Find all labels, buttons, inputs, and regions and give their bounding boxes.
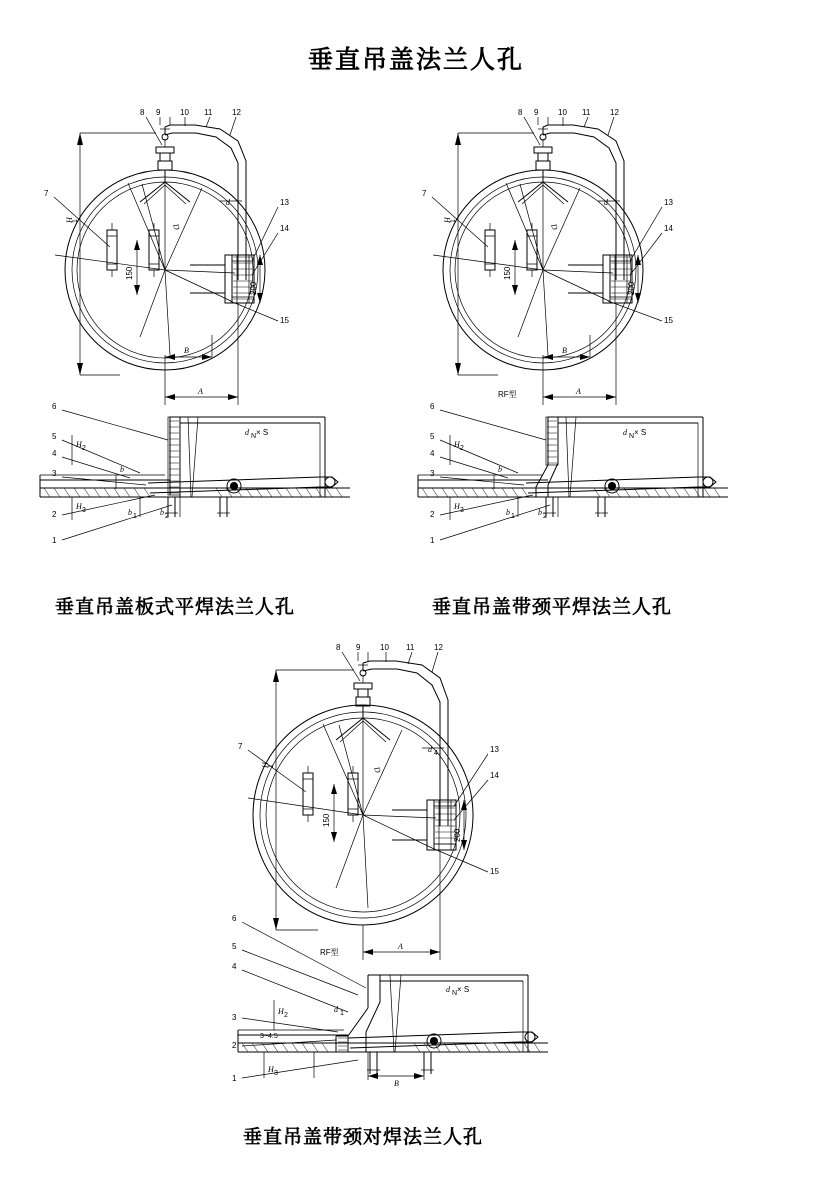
svg-text:12: 12 — [434, 643, 443, 652]
svg-text:d: d — [446, 985, 450, 994]
svg-text:5: 5 — [52, 432, 57, 441]
svg-text:7: 7 — [238, 742, 243, 751]
svg-text:d: d — [623, 428, 627, 437]
svg-text:3: 3 — [82, 507, 86, 514]
svg-text:B: B — [562, 346, 567, 355]
figure-2-type-label: RF型 — [498, 390, 517, 399]
svg-text:d: d — [428, 745, 432, 754]
svg-text:8: 8 — [140, 108, 145, 117]
svg-text:9: 9 — [356, 643, 361, 652]
svg-text:d: d — [245, 428, 249, 437]
svg-text:H: H — [268, 1065, 274, 1074]
svg-text:d: d — [226, 198, 230, 207]
svg-text:A: A — [398, 942, 403, 951]
svg-text:2: 2 — [52, 510, 57, 519]
svg-text:b: b — [506, 508, 510, 517]
svg-text:5: 5 — [232, 942, 237, 951]
svg-text:N: N — [452, 990, 458, 997]
svg-text:15: 15 — [280, 316, 289, 325]
svg-text:200: 200 — [453, 828, 462, 842]
svg-text:4: 4 — [232, 962, 237, 971]
svg-text:2: 2 — [232, 1041, 237, 1050]
svg-text:b: b — [498, 465, 502, 474]
svg-text:H: H — [278, 1007, 284, 1016]
svg-text:2: 2 — [543, 513, 547, 520]
svg-text:H: H — [454, 440, 460, 449]
svg-text:1: 1 — [340, 1010, 344, 1017]
svg-text:14: 14 — [490, 771, 499, 780]
svg-text:H: H — [454, 502, 460, 511]
svg-text:4: 4 — [434, 750, 438, 757]
svg-text:9: 9 — [534, 108, 539, 117]
svg-text:B: B — [184, 346, 189, 355]
svg-text:2: 2 — [284, 1012, 288, 1019]
svg-text:150: 150 — [125, 266, 134, 280]
figure-3-drawing — [208, 640, 628, 1110]
svg-text:2: 2 — [82, 445, 86, 452]
svg-text:7: 7 — [422, 189, 427, 198]
svg-text:H: H — [261, 762, 270, 768]
svg-text:2: 2 — [430, 510, 435, 519]
svg-text:200: 200 — [249, 281, 258, 295]
svg-text:8: 8 — [336, 643, 341, 652]
svg-text:× S: × S — [634, 428, 647, 437]
svg-text:H: H — [76, 502, 82, 511]
svg-text:2: 2 — [165, 513, 169, 520]
svg-text:b: b — [160, 508, 164, 517]
svg-text:3~4.5: 3~4.5 — [260, 1033, 278, 1040]
figure-1-caption: 垂直吊盖板式平焊法兰人孔 — [55, 596, 296, 618]
svg-text:9: 9 — [156, 108, 161, 117]
svg-text:15: 15 — [664, 316, 673, 325]
svg-text:3: 3 — [430, 469, 435, 478]
svg-text:200: 200 — [627, 281, 636, 295]
svg-text:b: b — [120, 465, 124, 474]
svg-text:10: 10 — [180, 108, 189, 117]
svg-text:3: 3 — [460, 507, 464, 514]
svg-text:b: b — [538, 508, 542, 517]
svg-text:10: 10 — [380, 643, 389, 652]
figure-2-drawing — [398, 105, 798, 575]
svg-text:150: 150 — [322, 813, 331, 827]
svg-text:11: 11 — [406, 643, 415, 652]
svg-text:11: 11 — [582, 108, 591, 117]
figure-plate-flat-weld — [20, 105, 410, 575]
svg-text:H: H — [443, 217, 452, 223]
svg-text:7: 7 — [44, 189, 49, 198]
svg-text:11: 11 — [204, 108, 213, 117]
svg-text:14: 14 — [664, 224, 673, 233]
svg-text:A: A — [576, 387, 581, 396]
svg-text:D: D — [372, 765, 383, 775]
svg-text:H: H — [76, 440, 82, 449]
figure-2-caption: 垂直吊盖带颈平焊法兰人孔 — [432, 596, 673, 618]
svg-text:14: 14 — [280, 224, 289, 233]
svg-text:6: 6 — [52, 402, 57, 411]
svg-text:b: b — [128, 508, 132, 517]
svg-text:N: N — [251, 433, 257, 440]
svg-text:× S: × S — [457, 985, 470, 994]
svg-text:150: 150 — [503, 266, 512, 280]
svg-text:1: 1 — [72, 219, 79, 223]
svg-text:D: D — [549, 222, 560, 232]
figure-3-caption: 垂直吊盖带颈对焊法兰人孔 — [243, 1126, 484, 1148]
svg-text:4: 4 — [430, 449, 435, 458]
svg-text:6: 6 — [232, 914, 237, 923]
svg-text:1: 1 — [52, 536, 57, 545]
svg-text:N: N — [629, 433, 635, 440]
svg-text:13: 13 — [664, 198, 673, 207]
svg-text:8: 8 — [518, 108, 523, 117]
svg-text:12: 12 — [610, 108, 619, 117]
svg-text:1: 1 — [450, 219, 457, 223]
svg-text:4: 4 — [52, 449, 57, 458]
svg-text:13: 13 — [280, 198, 289, 207]
svg-text:13: 13 — [490, 745, 499, 754]
svg-text:1: 1 — [430, 536, 435, 545]
figure-neck-butt-weld — [208, 640, 628, 1110]
svg-text:1: 1 — [511, 513, 515, 520]
svg-text:B: B — [394, 1079, 399, 1088]
svg-text:d: d — [604, 198, 608, 207]
svg-text:× S: × S — [256, 428, 269, 437]
svg-text:12: 12 — [232, 108, 241, 117]
svg-text:3: 3 — [274, 1070, 278, 1077]
svg-text:3: 3 — [52, 469, 57, 478]
svg-text:1: 1 — [268, 764, 275, 768]
svg-text:1: 1 — [133, 513, 137, 520]
svg-text:A: A — [198, 387, 203, 396]
svg-text:3: 3 — [232, 1013, 237, 1022]
svg-text:6: 6 — [430, 402, 435, 411]
page-title: 垂直吊盖法兰人孔 — [307, 45, 524, 74]
figure-3-type-label: RF型 — [320, 948, 339, 957]
svg-text:1: 1 — [232, 1074, 237, 1083]
svg-text:d: d — [334, 1005, 338, 1014]
svg-text:2: 2 — [460, 445, 464, 452]
svg-text:5: 5 — [430, 432, 435, 441]
svg-text:D: D — [171, 222, 182, 232]
svg-text:10: 10 — [558, 108, 567, 117]
figure-1-drawing — [20, 105, 410, 575]
svg-text:H: H — [65, 217, 74, 223]
svg-text:15: 15 — [490, 867, 499, 876]
figure-neck-flat-weld — [398, 105, 798, 575]
